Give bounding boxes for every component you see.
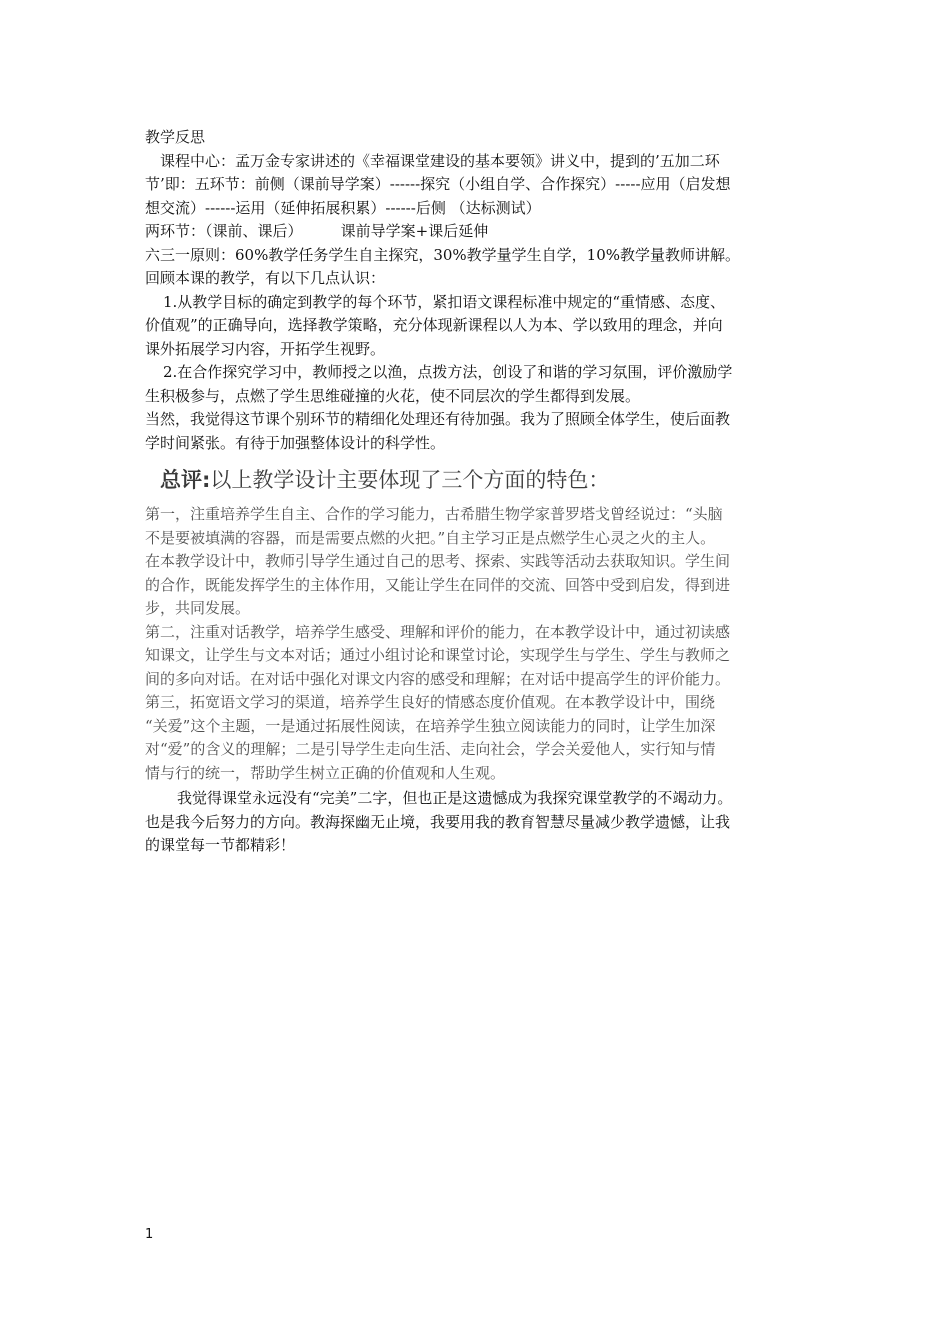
reflection-point-1: 1.从教学目标的确定到教学的每个环节，紧扣语文课程标准中规定的“重情感、态度、: [163, 292, 725, 311]
reflection-point-2: 2.在合作探究学习中，教师授之以渔，点拨方法，创设了和谐的学习氛围，评价激励学: [163, 363, 733, 381]
summary-line: 间的多向对话。在对话中强化对课文内容的感受和理解；在对话中提高学生的评价能力。: [145, 669, 731, 688]
summary-line: 情与行的统一，帮助学生树立正确的价值观和人生观。: [145, 763, 506, 782]
summary-heading-text: 以上教学设计主要体现了三个方面的特色：: [210, 468, 610, 492]
reflection-line: 六三一原则：60%教学任务学生自主探究，30%教学量学生自学，10%教学量教师讲解。: [145, 245, 741, 264]
reflection-line: 节’即：五环节：前侧（课前导学案）------探究（小组自学、合作探究）-----应用（启发想: [145, 175, 731, 193]
summary-line: 步，共同发展。: [145, 599, 251, 617]
summary-line: 知课文，让学生与文本对话；通过小组讨论和课堂讨论，实现学生与学生、学生与教师之: [145, 646, 731, 664]
summary-line: 在本教学设计中，教师引导学生通过自己的思考、探索、实践等活动去获取知识。学生间: [145, 552, 731, 570]
closing-line: 的课堂每一节都精彩！: [145, 836, 296, 854]
reflection-line: 价值观”的正确导向，选择教学策略，充分体现新课程以人为本、学以致用的理念，并向: [145, 316, 723, 334]
summary-line: 第三，拓宽语文学习的渠道，培养学生良好的情感态度价值观。在本教学设计中，围绕: [145, 693, 716, 711]
reflection-line: 学时间紧张。有待于加强整体设计的科学性。: [145, 433, 446, 452]
closing-line: 我觉得课堂永远没有“完美”二字，但也正是这遗憾成为我探究课堂教学的不竭动力。: [177, 789, 733, 807]
reflection-line: 回顾本课的教学，有以下几点认识：: [145, 269, 386, 287]
reflection-line: 生积极参与，点燃了学生思维碰撞的火花，使不同层次的学生都得到发展。: [145, 386, 641, 405]
closing-line: 也是我今后努力的方向。教海探幽无止境，我要用我的教育智慧尽量减少教学遗憾，让我: [145, 812, 731, 831]
summary-line: 对“爱”的含义的理解；二是引导学生走向生活、走向社会，学会关爱他人，实行知与情: [145, 740, 716, 758]
summary-line: 不是要被填满的容器，而是需要点燃的火把。”自主学习正是点燃学生心灵之火的主人。: [145, 528, 716, 547]
summary-line: 第一，注重培养学生自主、合作的学习能力，古希腊生物学家普罗塔戈曾经说过：“头脑: [145, 505, 723, 523]
page-content: [145, 126, 815, 858]
summary-heading: [145, 465, 815, 495]
reflection-line: 两环节：（课前、课后） 课前导学案+课后延伸: [145, 222, 489, 240]
reflection-line: 课外拓展学习内容，开拓学生视野。: [145, 339, 386, 358]
closing-section: [145, 787, 815, 858]
summary-line: “关爱”这个主题，一是通过拓展性阅读，在培养学生独立阅读能力的同时，让学生加深: [145, 716, 716, 735]
summary-label: 总评:: [160, 468, 211, 492]
reflection-line: 当然，我觉得这节课个别环节的精细化处理还有待加强。我为了照顾全体学生，使后面教: [145, 410, 731, 428]
reflection-line: 想交流）------运用（延伸拓展积累）------后侧 （达标测试）: [145, 198, 541, 217]
summary-line: 第二，注重对话教学，培养学生感受、理解和评价的能力，在本教学设计中，通过初读感: [145, 622, 731, 641]
reflection-section: [145, 126, 815, 455]
reflection-line: 课程中心：孟万金专家讲述的《幸福课堂建设的基本要领》讲义中，提到的’五加二环: [160, 151, 720, 170]
summary-section: [145, 503, 815, 785]
page-number: 1: [145, 1227, 154, 1242]
summary-line: 的合作，既能发挥学生的主体作用，又能让学生在同伴的交流、回答中受到启发，得到进: [145, 575, 731, 594]
reflection-title: 教学反思: [145, 128, 206, 146]
